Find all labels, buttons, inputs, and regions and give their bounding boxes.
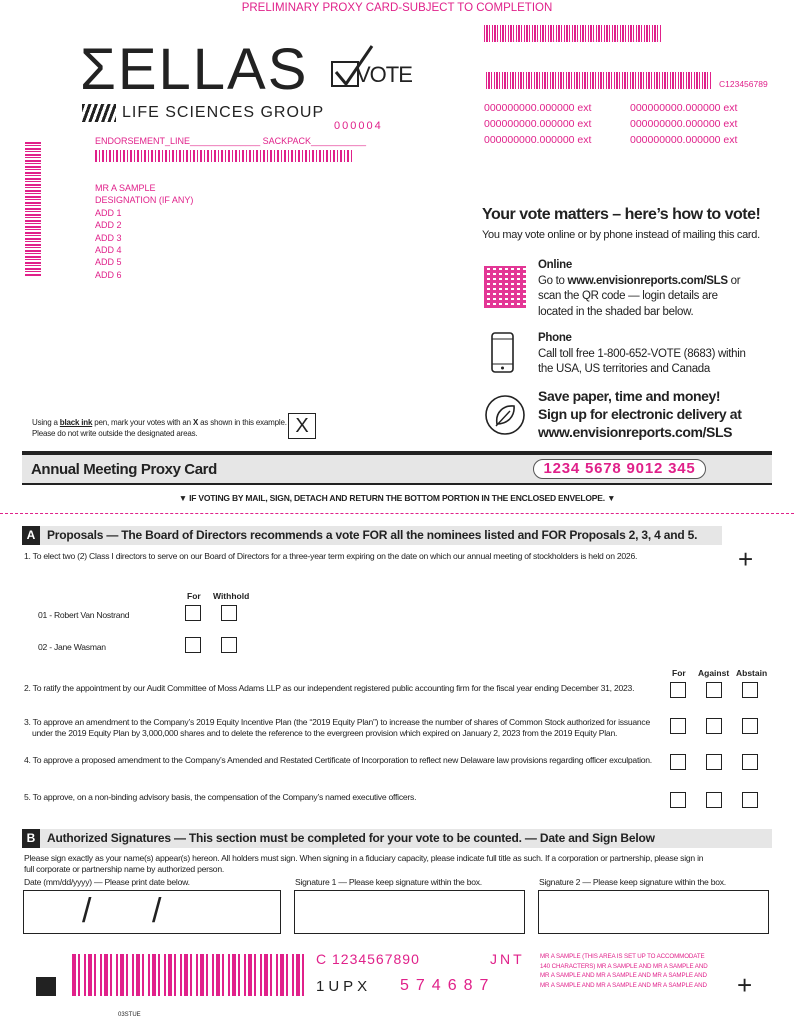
proposal-2-text: 2. To ratify the appointment by our Audit Committee of Moss Adams LLP as our independent registered public accounting firm for the fiscal year ending December 31, 2023. bbox=[24, 683, 635, 693]
detach-line bbox=[0, 513, 794, 514]
phone-icon bbox=[490, 332, 516, 374]
preliminary-banner: PRELIMINARY PROXY CARD-SUBJECT TO COMPLETION bbox=[241, 2, 553, 14]
phone-text: the USA, US territories and Canada bbox=[538, 363, 710, 375]
proposal-4-for-checkbox[interactable] bbox=[670, 754, 686, 770]
form-code: 03STUE bbox=[118, 1012, 141, 1018]
registration-plus: + bbox=[738, 544, 754, 574]
card-bottom-rule bbox=[22, 483, 772, 485]
qr-code-icon[interactable] bbox=[484, 266, 526, 308]
footer-barcode bbox=[72, 954, 304, 996]
address-line: ADD 5 bbox=[95, 257, 122, 268]
sample-line: 140 CHARACTERS) MR A SAMPLE AND MR A SAMPLE AND bbox=[540, 962, 708, 970]
online-text: located in the shaded bar below. bbox=[538, 305, 694, 318]
marking-instructions: Using a black ink pen, mark your votes with an X as shown in this example. Please do not write outside the designated areas. bbox=[32, 418, 287, 438]
nominee-2: 02 - Jane Wasman bbox=[38, 642, 106, 652]
footer-code-2: 1UPX bbox=[316, 978, 372, 995]
col-against-label: Against bbox=[698, 668, 730, 678]
col-withhold-label: Withhold bbox=[213, 591, 250, 601]
online-text: or bbox=[730, 274, 741, 287]
endorsement-line: ENDORSEMENT_LINE______________ SACKPACK___________ bbox=[95, 136, 367, 146]
date-separator: / bbox=[82, 892, 92, 930]
control-code: C123456789 bbox=[719, 79, 768, 89]
ext-line: 000000000.000000 ext bbox=[630, 102, 738, 114]
vote-mark: VOTE bbox=[356, 62, 412, 87]
date-separator: / bbox=[152, 892, 162, 930]
footer-jnt: JNT bbox=[490, 951, 525, 967]
control-barcode bbox=[486, 72, 712, 89]
proposal-5-text: 5. To approve, on a non-binding advisory basis, the compensation of the Company’s named executive officers. bbox=[24, 792, 417, 802]
vertical-barcode bbox=[25, 142, 41, 276]
sequence-number: 000004 bbox=[334, 120, 383, 132]
proposal-3-against-checkbox[interactable] bbox=[706, 718, 722, 734]
online-title: Online bbox=[538, 259, 572, 271]
proposal-3-line: under the 2019 Equity Plan by 3,000,000 shares and to delete the reference to the evergreen provision which expired on January 2, 2023 from the 2019 Equity Plan. bbox=[32, 728, 618, 738]
col-for-label: For bbox=[187, 591, 201, 601]
footer-registration-plus: + bbox=[737, 970, 753, 1000]
proposal-2-for-checkbox[interactable] bbox=[670, 682, 686, 698]
section-a-letter: A bbox=[22, 526, 40, 545]
vote-subline: You may vote online or by phone instead of mailing this card. bbox=[482, 229, 760, 241]
phone-title: Phone bbox=[538, 332, 572, 344]
example-mark-box: X bbox=[288, 413, 316, 439]
signature-instructions-line: full corporate or partnership name by authorized person. bbox=[24, 864, 225, 874]
nominee-1-for-checkbox[interactable] bbox=[185, 605, 201, 621]
postal-barcode bbox=[95, 150, 353, 162]
section-a-header bbox=[22, 526, 722, 545]
proposal-3-abstain-checkbox[interactable] bbox=[742, 718, 758, 734]
col-abstain-label: Abstain bbox=[736, 668, 768, 678]
signature-instructions-line: Please sign exactly as your name(s) appear(s) hereon. All holders must sign. When signing in a fiduciary capacity, please indicate full title as such. If a corporation or partnership, please sign in bbox=[24, 853, 704, 863]
ext-line: 000000000.000000 ext bbox=[484, 134, 592, 146]
electronic-delivery-block bbox=[538, 387, 741, 441]
leaf-icon bbox=[484, 394, 526, 436]
card-title: Annual Meeting Proxy Card bbox=[31, 461, 217, 478]
paper-line: Save paper, time and money! bbox=[538, 388, 721, 404]
nominee-2-withhold-checkbox[interactable] bbox=[221, 637, 237, 653]
proposal-5-for-checkbox[interactable] bbox=[670, 792, 686, 808]
nominee-1-withhold-checkbox[interactable] bbox=[221, 605, 237, 621]
section-b-header bbox=[22, 829, 772, 848]
address-line: ADD 2 bbox=[95, 220, 122, 231]
proposal-5-abstain-checkbox[interactable] bbox=[742, 792, 758, 808]
signature-1-box[interactable] bbox=[294, 890, 525, 934]
paper-url[interactable]: www.envisionreports.com/SLS bbox=[538, 424, 733, 440]
registration-square bbox=[36, 977, 56, 996]
proposal-4-abstain-checkbox[interactable] bbox=[742, 754, 758, 770]
proposal-2-against-checkbox[interactable] bbox=[706, 682, 722, 698]
address-line: MR A SAMPLE bbox=[95, 183, 156, 193]
address-line: ADD 4 bbox=[95, 245, 122, 256]
col-for2-label: For bbox=[672, 668, 686, 678]
proposal-4-text: 4. To approve a proposed amendment to the Company’s Amended and Restated Certificate of Incorporation to reflect new Delaware law provisions regarding officer exculpation. bbox=[24, 755, 652, 765]
phone-block bbox=[538, 331, 746, 378]
section-b-title: Authorized Signatures — This section must be completed for your vote to be counted. — Date and Sign Below bbox=[47, 831, 655, 845]
online-url[interactable]: www.envisionreports.com/SLS bbox=[567, 274, 728, 287]
top-barcode bbox=[484, 25, 662, 42]
address-line: ADD 6 bbox=[95, 269, 122, 280]
online-text: scan the QR code — login details are bbox=[538, 290, 718, 302]
signature-instructions bbox=[24, 853, 703, 875]
vote-headline: Your vote matters – here’s how to vote! bbox=[482, 206, 761, 223]
footer-sample-text bbox=[540, 952, 708, 990]
ext-line: 000000000.000000 ext bbox=[484, 118, 592, 130]
address-line: ADD 1 bbox=[95, 207, 122, 218]
signature-1-label: Signature 1 — Please keep signature within the box. bbox=[295, 877, 482, 887]
address-line: DESIGNATION (IF ANY) bbox=[95, 195, 194, 206]
logo-stripes-icon bbox=[82, 104, 116, 122]
nominee-1: 01 - Robert Van Nostrand bbox=[38, 610, 130, 620]
sample-line: MR A SAMPLE AND MR A SAMPLE AND MR A SAMPLE AND bbox=[540, 972, 707, 980]
proposal-3-line: 3. To approve an amendment to the Company’s 2019 Equity Incentive Plan (the “2019 Equity Plan”) to increase the number of shares of Common Stock authorized for issuance bbox=[24, 717, 650, 727]
ext-line: 000000000.000000 ext bbox=[630, 134, 738, 146]
company-subtitle: LIFE SCIENCES GROUP bbox=[122, 104, 325, 121]
address-block bbox=[95, 182, 193, 281]
ext-column-1 bbox=[484, 100, 591, 148]
paper-line: Sign up for electronic delivery at bbox=[538, 406, 742, 422]
address-line: ADD 3 bbox=[95, 232, 122, 243]
ext-column-2 bbox=[630, 100, 737, 148]
signature-2-box[interactable] bbox=[538, 890, 769, 934]
footer-code-1: C 1234567890 bbox=[316, 951, 420, 967]
nominee-2-for-checkbox[interactable] bbox=[185, 637, 201, 653]
signature-2-label: Signature 2 — Please keep signature within the box. bbox=[539, 877, 726, 887]
proposal-2-abstain-checkbox[interactable] bbox=[742, 682, 758, 698]
proposal-5-against-checkbox[interactable] bbox=[706, 792, 722, 808]
online-text: Go to bbox=[538, 274, 565, 287]
date-input-box[interactable] bbox=[23, 890, 281, 934]
ext-line: 000000000.000000 ext bbox=[630, 118, 738, 130]
sample-line: MR A SAMPLE (THIS AREA IS SET UP TO ACCOMMODATE bbox=[540, 953, 705, 960]
proposal-1-text: 1. To elect two (2) Class I directors to serve on our Board of Directors for a three-year term expiring on the date on which our annual meeting of stockholders is held on 2026. bbox=[24, 551, 638, 561]
ext-line: 000000000.000000 ext bbox=[484, 102, 592, 114]
company-logo: ΣELLAS bbox=[80, 37, 309, 102]
footer-code-3: 574687 bbox=[400, 977, 496, 994]
phone-text: Call toll free 1-800-652-VOTE (8683) within bbox=[538, 347, 746, 360]
proposal-3-for-checkbox[interactable] bbox=[670, 718, 686, 734]
proposal-3-text bbox=[24, 717, 650, 739]
section-a-title: Proposals — The Board of Directors recommends a vote FOR all the nominees listed and FOR Proposals 2, 3, 4 and 5. bbox=[47, 528, 698, 542]
sample-line: MR A SAMPLE AND MR A SAMPLE AND MR A SAMPLE AND bbox=[540, 981, 707, 989]
card-number: 1234 5678 9012 345 bbox=[533, 459, 706, 479]
online-block bbox=[538, 258, 740, 320]
section-b-letter: B bbox=[22, 829, 40, 848]
detach-instruction: ▼ IF VOTING BY MAIL, SIGN, DETACH AND RETURN THE BOTTOM PORTION IN THE ENCLOSED ENVELOPE. ▼ bbox=[178, 493, 616, 503]
proposal-4-against-checkbox[interactable] bbox=[706, 754, 722, 770]
date-label: Date (mm/dd/yyyy) — Please print date below. bbox=[24, 877, 190, 887]
